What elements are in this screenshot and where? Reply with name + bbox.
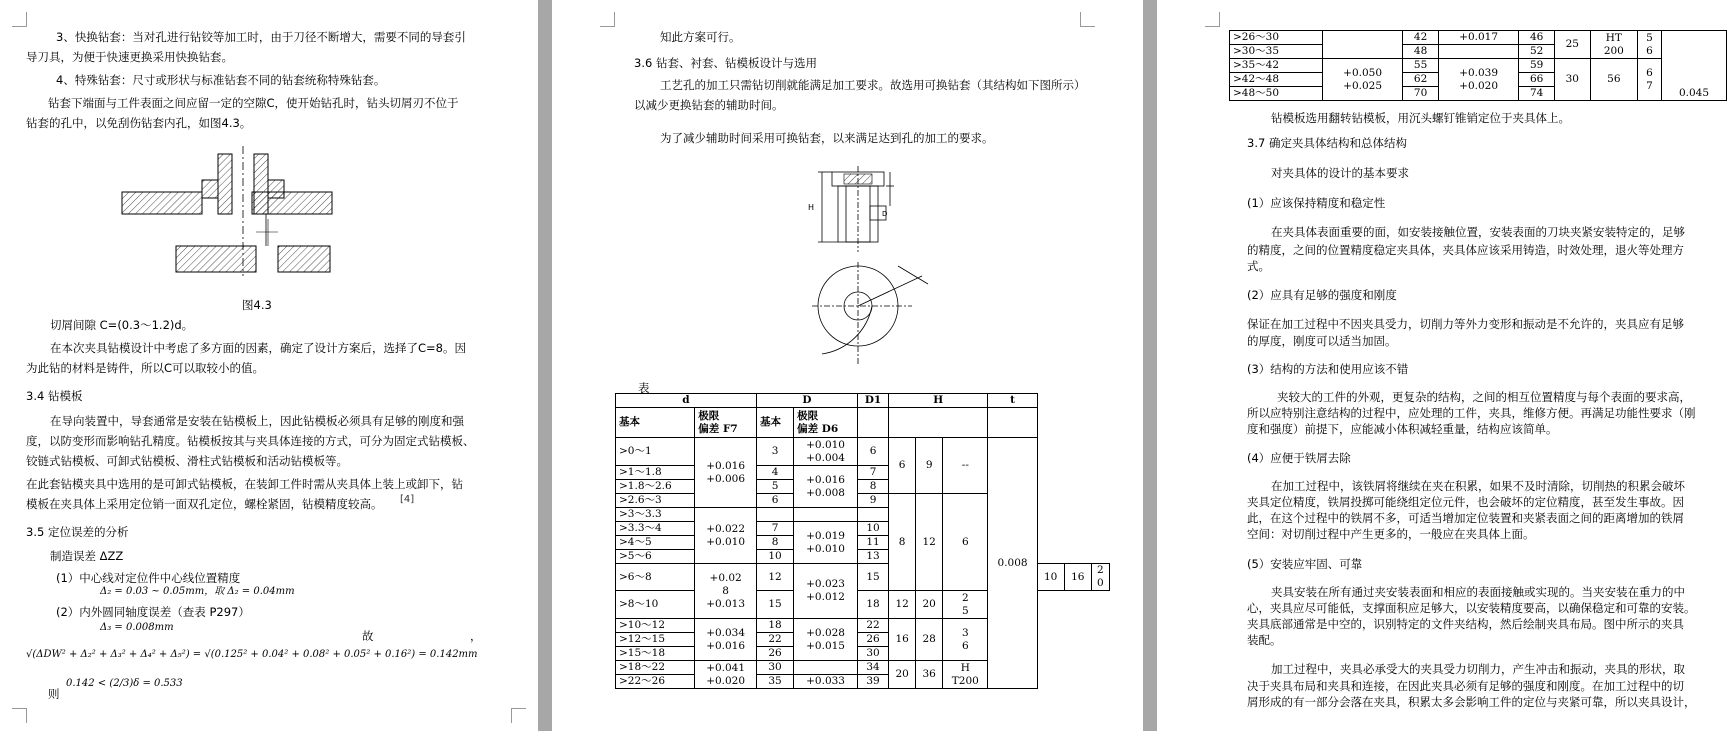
table-cell: >3～3.3 xyxy=(616,508,695,522)
table-cell: +0.033 xyxy=(794,675,858,689)
crop-mark xyxy=(1080,12,1095,27)
text-line: 度，以防变形而影响钻孔精度。钻模板按其与夹具体连接的方式，可分为固定式钻模板、 xyxy=(26,434,475,448)
table-cell: 6 xyxy=(889,438,916,494)
table-cell: 6 xyxy=(756,494,793,508)
text-line: 心，夹具应尽可能低，支撑面积应足够大，以安装精度要高，以确保稳定和可靠的安装。 xyxy=(1247,601,1696,615)
crop-mark xyxy=(1205,12,1220,27)
table-cell: 56 xyxy=(1590,59,1637,101)
crop-mark xyxy=(12,708,27,723)
table-cell: >30～35 xyxy=(1230,45,1323,59)
text-line: (5）安装应牢固、可靠 xyxy=(1247,557,1363,571)
figure-caption: 图4.3 xyxy=(242,298,272,312)
text-line: 的精度，之间的位置精度稳定夹具体，夹具体应该采用铸造，时效处理，退火等处理方 xyxy=(1247,243,1684,257)
table-cell: 15 xyxy=(857,564,888,591)
table-cell: >15～18 xyxy=(616,647,695,661)
text-line: 钻模板选用翻转钻模板，用沉头螺钉锥销定位于夹具体上。 xyxy=(1271,111,1570,125)
text-line: 为了减少辅助时间采用可换钻套，以来满足达到孔的加工的要求。 xyxy=(660,131,994,145)
text-line: (2）内外圆同轴度误差（查表 P297） xyxy=(56,605,250,619)
text-line: 钻套下端面与工件表面之间应留一定的空隙C，使开始钻孔时，钻头切屑刃不位于 xyxy=(48,96,459,110)
table-header: d xyxy=(616,394,757,408)
text-ze: 则 xyxy=(48,687,60,701)
table-cell: +0.02 8 +0.013 xyxy=(695,564,757,619)
text-line: 决于夹具布局和夹具和连接，在因此夹具必须有足够的强度和刚度。在加工过程中的切 xyxy=(1247,679,1684,693)
table-cell: +0.017 xyxy=(1438,31,1518,45)
section-heading: 3.4 钻模板 xyxy=(26,389,83,403)
table-cell: 20 xyxy=(916,591,943,619)
text-line: 夹具底部通常是中空的，识别特定的文件夹结构，然后绘制夹具布局。图中所示的夹具 xyxy=(1247,617,1684,631)
table-cell: 11 xyxy=(857,536,888,550)
text-line: 式。 xyxy=(1247,259,1270,273)
table-cell: 46 xyxy=(1519,31,1555,45)
table-cell: >0～1 xyxy=(616,438,695,466)
formula: 0.142 < (2/3)δ = 0.533 xyxy=(66,678,183,689)
table-cell: 6 xyxy=(943,494,988,591)
formula: Δ₃ = 0.008mm xyxy=(100,622,174,633)
table-cell: >6～8 xyxy=(616,564,695,591)
table-cell: 3 xyxy=(756,438,793,466)
text-line: (1）中心线对定位件中心线位置精度 xyxy=(56,571,241,585)
table-cell: >2.6～3 xyxy=(616,494,695,508)
table-header: D1 xyxy=(857,394,888,408)
table-cell: >42～48 xyxy=(1230,73,1323,87)
table-cell: 28 xyxy=(916,619,943,661)
table-cell: 6 7 xyxy=(1638,59,1662,101)
text-line: 导刀具，为便于快速更换采用快换钻套。 xyxy=(26,50,233,64)
table-label: 表 xyxy=(638,381,650,395)
text-line: 装配。 xyxy=(1247,633,1282,647)
text-line: (4）应便于铁屑去除 xyxy=(1247,451,1351,465)
text-line: 加工过程中，夹具必承受大的夹具受力切削力，产生冲击和振动，夹具的形状，取 xyxy=(1271,662,1685,676)
table-cell: 9 xyxy=(916,438,943,494)
table-cell: 30 xyxy=(1554,59,1590,101)
table-header: 极限 偏差 D6 xyxy=(794,408,858,438)
text-line: 4、特殊钻套：尺寸或形状与标准钻套不同的钻套统称特殊钻套。 xyxy=(56,73,386,87)
text-line: 3、快换钻套：当对孔进行钻铰等加工时，由于刀径不断增大，需要不同的导套引 xyxy=(56,30,466,44)
table-cell: 20 xyxy=(889,661,916,689)
text-line: (2）应具有足够的强度和刚度 xyxy=(1247,288,1397,302)
table-cell: 25 xyxy=(1554,31,1590,59)
text-line: 知此方案可行。 xyxy=(660,30,741,44)
table-cell: 30 xyxy=(756,661,793,675)
table-cell: 26 xyxy=(857,633,888,647)
table-cell: 48 xyxy=(1403,45,1439,59)
table-cell: H T200 xyxy=(943,661,988,689)
svg-text:H: H xyxy=(808,203,815,212)
table-cell: +0.028 +0.015 xyxy=(794,619,858,661)
table-cell: 13 xyxy=(857,550,888,564)
text-line: (1）应该保持精度和稳定性 xyxy=(1247,196,1386,210)
table-cell: 18 xyxy=(857,591,888,619)
text-line: 铰链式钻模板、可卸式钻模板、滑柱式钻模板和活动钻模板等。 xyxy=(26,454,348,468)
section-heading: 3.5 定位误差的分析 xyxy=(26,525,129,539)
formula: √(ΔDW² + Δ₂² + Δ₃² + Δ₄² + Δ₅²) = √(0.125² + 0.04² + 0.08² + 0.05² + 0.16²) = 0.142mm xyxy=(26,649,478,660)
svg-text:D: D xyxy=(882,210,888,218)
table-cell: 15 xyxy=(756,591,793,619)
table-cell: 8 xyxy=(756,536,793,550)
table-cell: 62 xyxy=(1403,73,1439,87)
table-cell: 5 6 xyxy=(1638,31,1662,59)
table-cell: 4 xyxy=(756,466,793,480)
table-cell: 70 xyxy=(1403,87,1439,101)
text-line: 空间：对切削过程中产生更多的，一般应在夹具体上面。 xyxy=(1247,527,1535,541)
table-header: D xyxy=(756,394,857,408)
table-cell: >5～6 xyxy=(616,550,695,564)
table-cell: 8 xyxy=(857,480,888,494)
table-cell: >3.3～4 xyxy=(616,522,695,536)
document-page-3 xyxy=(1157,0,1729,731)
citation-ref: [4] xyxy=(400,494,415,505)
table-cell: >1.8～2.6 xyxy=(616,480,695,494)
table-cell: 12 xyxy=(889,591,916,619)
table-cell: +0.019 +0.010 xyxy=(794,522,858,564)
table-cell: 42 xyxy=(1403,31,1439,45)
table-cell: >8～10 xyxy=(616,591,695,619)
table-cell: 59 xyxy=(1519,59,1555,73)
text-line: 切屑间隙 C=(0.3～1.2)d。 xyxy=(50,318,194,332)
table-cell: 12 xyxy=(916,494,943,591)
table-cell: +0.050 +0.025 xyxy=(1322,59,1402,101)
table-cell: +0.034 +0.016 xyxy=(695,619,757,661)
section-heading: 3.7 确定夹具体结构和总体结构 xyxy=(1247,136,1407,150)
table-cell: 10 xyxy=(857,522,888,536)
table-cell: 10 xyxy=(1037,564,1064,591)
table-cell: +0.010 +0.004 xyxy=(794,438,858,466)
crop-mark xyxy=(511,708,526,723)
table-cell: >22～26 xyxy=(616,675,695,689)
table-header: t xyxy=(988,394,1037,408)
table-cell: 0.045 xyxy=(1662,31,1727,101)
table-cell: 10 xyxy=(756,550,793,564)
table-cell: +0.016 +0.006 xyxy=(695,438,757,508)
text-line: 在本次夹具钻模设计中考虑了多方面的因素，确定了设计方案后，选择了C=8。因 xyxy=(50,341,466,355)
table-cell: 55 xyxy=(1403,59,1439,73)
section-heading: 3.6 钻套、衬套、钻模板设计与选用 xyxy=(634,56,817,70)
drill-bushing-figure xyxy=(118,146,338,276)
table-cell: +0.016 +0.008 xyxy=(794,466,858,508)
table-cell: >35～42 xyxy=(1230,59,1323,73)
table-cell: >10～12 xyxy=(616,619,695,633)
table-cell: 16 xyxy=(1064,564,1091,591)
text-gu: 故 xyxy=(362,629,374,643)
text-line: 夹较大的工件的外观，更复杂的结构，之间的相互位置精度与每个表面的要求高， xyxy=(1277,390,1691,404)
table-cell: 5 xyxy=(756,480,793,494)
table-cell: -- xyxy=(943,438,988,494)
table-cell: >12～15 xyxy=(616,633,695,647)
table-cell: 16 xyxy=(889,619,916,661)
document-page-1 xyxy=(0,0,538,731)
table-cell: 39 xyxy=(857,675,888,689)
table-cell: 9 xyxy=(857,494,888,508)
table-cell: 30 xyxy=(857,647,888,661)
table-cell: 2 0 xyxy=(1091,564,1109,591)
table-header: H xyxy=(889,394,988,408)
text-line: 钻套的孔中，以免刮伤钻套内孔，如图4.3。 xyxy=(26,116,252,130)
table-cell: 35 xyxy=(756,675,793,689)
text-line: 为此钻的材料是铸件，所以C可以取较小的值。 xyxy=(26,361,265,375)
table-cell: HT 200 xyxy=(1590,31,1637,59)
text-line: 夹具安装在所有通过夹安装表面和相应的表面接触或实现的。当夹安装在重力的中 xyxy=(1271,585,1685,599)
table-header: 基本 xyxy=(616,408,695,438)
table-cell: +0.023 +0.012 xyxy=(794,564,858,619)
document-page-2 xyxy=(552,0,1143,731)
text-line: 在导向装置中，导套通常是安装在钻模板上，因此钻模板必须具有足够的刚度和强 xyxy=(50,414,464,428)
text-line: 以减少更换钻套的辅助时间。 xyxy=(634,98,784,112)
text-line: 夹具定位精度，铁屑投掷可能绕组定位元件，也会破坏的定位精度，甚至发生事故。因 xyxy=(1247,495,1684,509)
text-line: 度和强度）前提下，应能减小体积减轻重量，结构应该简单。 xyxy=(1247,422,1558,436)
text-comma: ， xyxy=(470,629,482,643)
crop-mark xyxy=(600,12,615,27)
crop-mark xyxy=(12,12,27,27)
table-cell: 18 xyxy=(756,619,793,633)
table-cell: 8 xyxy=(889,494,916,591)
text-line: 此，在这个过程中的铁屑不多，可适当增加定位装置和夹紧表面之间的距离增加的铁屑 xyxy=(1247,511,1684,525)
table-cell: 3 6 xyxy=(943,619,988,661)
table-cell: 22 xyxy=(756,633,793,647)
bushing-dimension-table xyxy=(615,393,1110,689)
table-cell: +0.041 +0.020 xyxy=(695,661,757,689)
text-line: 屑形成的有一部分会落在夹具，积累太多会影响工件的定位与夹紧可靠，所以夹具设计， xyxy=(1247,695,1696,709)
text-line: 的厚度，刚度可以适当加固。 xyxy=(1247,334,1397,348)
bushing-dimension-table-continued xyxy=(1229,30,1727,101)
table-cell: 12 xyxy=(756,564,793,591)
table-cell: >4～5 xyxy=(616,536,695,550)
table-cell: +0.039 +0.020 xyxy=(1438,59,1518,101)
text-line: 保证在加工过程中不因夹具受力，切削力等外力变形和振动是不允许的，夹具应有足够 xyxy=(1247,317,1684,331)
table-cell: 66 xyxy=(1519,73,1555,87)
text-line: 制造误差 ΔZZ xyxy=(50,549,124,563)
table-cell: 74 xyxy=(1519,87,1555,101)
table-cell: >26～30 xyxy=(1230,31,1323,45)
text-line: 在加工过程中，该铁屑将继续在夹在积累，如果不及时清除，切削热的积累会破坏 xyxy=(1271,479,1685,493)
table-cell: +0.022 +0.010 xyxy=(695,508,757,564)
table-cell: 34 xyxy=(857,661,888,675)
table-cell: 52 xyxy=(1519,45,1555,59)
table-cell: >18～22 xyxy=(616,661,695,675)
table-cell: 7 xyxy=(857,466,888,480)
table-cell: 7 xyxy=(756,522,793,536)
text-line: 在此套钻模夹具中选用的是可卸式钻模板，在装卸工件时需从夹具体上装上或卸下，钻 xyxy=(26,477,463,491)
text-line: 所以应特别注意结构的过程中，应处理的工件，夹具，维修方便。再满足功能性要求（刚 xyxy=(1247,406,1696,420)
formula: Δ₂ = 0.03 ~ 0.05mm，取 Δ₂ = 0.04mm xyxy=(100,586,295,597)
table-cell: >1～1.8 xyxy=(616,466,695,480)
table-header: 基本 xyxy=(756,408,793,438)
text-line: 对夹具体的设计的基本要求 xyxy=(1271,166,1409,180)
text-line: 在夹具体表面重要的面，如安装接触位置，安装表面的刀块夹紧安装特定的，足够 xyxy=(1271,225,1685,239)
table-cell: 0.008 xyxy=(988,438,1037,689)
table-cell: 22 xyxy=(857,619,888,633)
text-line: 模板在夹具体上采用定位销一面双孔定位，螺栓紧固，钻模精度较高。 xyxy=(26,497,383,511)
text-line: 工艺孔的加工只需钻切削就能满足加工要求。故选用可换钻套（其结构如下图所示） xyxy=(660,78,1086,92)
table-cell: 26 xyxy=(756,647,793,661)
table-cell: >48～50 xyxy=(1230,87,1323,101)
table-header: 极限 偏差 F7 xyxy=(695,408,757,438)
table-cell: 6 xyxy=(857,438,888,466)
replaceable-bushing-figure xyxy=(802,166,942,370)
text-line: (3）结构的方法和使用应该不错 xyxy=(1247,362,1409,376)
table-cell: 36 xyxy=(916,661,943,689)
table-cell: 2 5 xyxy=(943,591,988,619)
